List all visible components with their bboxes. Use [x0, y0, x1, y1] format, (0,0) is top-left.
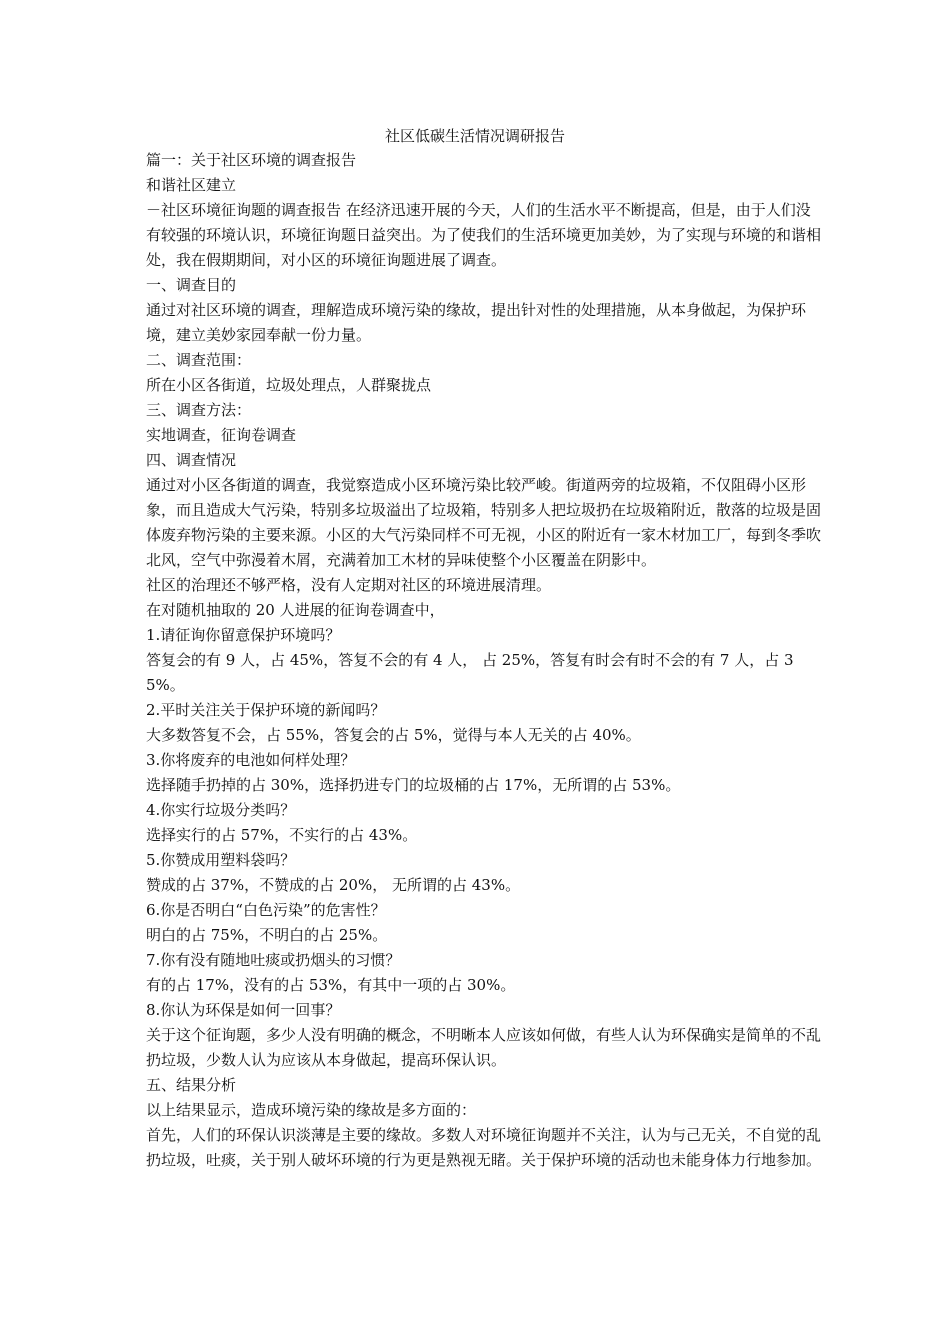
paragraph: 五、结果分析	[146, 1076, 237, 1094]
paragraph: 答复会的有 9 人，占 45%，答复不会的有 4 人， 占 25%，答复有时会有时不会的有 7 人，占 35%。	[146, 651, 794, 694]
paragraph: 1.请征询你留意保护环境吗？	[146, 626, 341, 644]
paragraph: 三、调查方法：	[146, 401, 252, 419]
paragraph: 5.你赞成用塑料袋吗？	[146, 851, 296, 869]
paragraph: 选择实行的占 57%，不实行的占 43%。	[146, 826, 418, 844]
paragraph: 以上结果显示，造成环境污染的缘故是多方面的：	[146, 1101, 477, 1119]
paragraph: 和谐社区建立	[146, 176, 237, 194]
paragraph: 篇一：关于社区环境的调查报告	[146, 151, 357, 169]
paragraph: 一、调查目的	[146, 276, 237, 294]
paragraph: 在对随机抽取的 20 人进展的征询卷调查中，	[146, 601, 445, 619]
paragraph: 大多数答复不会，占 55%，答复会的占 5%，觉得与本人无关的占 40%。	[146, 726, 641, 744]
paragraph: 二、调查范围：	[146, 351, 252, 369]
paragraph: 选择随手扔掉的占 30%，选择扔进专门的垃圾桶的占 17%，无所谓的占 53%。	[146, 776, 681, 794]
paragraph: －社区环境征询题的调查报告 在经济迅速开展的今天，人们的生活水平不断提高，但是，由于人们没有较强的环境认识，环境征询题日益突出。为了使我们的生活环境更加美妙，为了实现与环境的和谐相处，我在假期期间，对小区的环境征询题进展了调查。	[146, 201, 822, 269]
paragraph: 所在小区各街道，垃圾处理点，人群聚拢点	[146, 376, 432, 394]
paragraph: 通过对小区各街道的调查，我觉察造成小区环境污染比较严峻。街道两旁的垃圾箱，不仅阻碍小区形象，而且造成大气污染，特别多垃圾溢出了垃圾箱，特别多人把垃圾扔在垃圾箱附近，散落的垃圾是固体废弃物污染的主要来源。小区的大气污染同样不可无视，小区的附近有一家木材加工厂，每到冬季吹北风，空气中弥漫着木屑，充满着加工木材的异味使整个小区覆盖在阴影中。	[146, 476, 822, 569]
paragraph: 明白的占 75%，不明白的占 25%。	[146, 926, 388, 944]
paragraph: 首先，人们的环保认识淡薄是主要的缘故。多数人对环境征询题并不关注，认为与己无关，不自觉的乱扔垃圾，吐痰，关于别人破坏环境的行为更是熟视无睹。关于保护环境的活动也未能身体力行地参加。	[146, 1126, 822, 1169]
paragraph: 四、调查情况	[146, 451, 237, 469]
paragraph: 8.你认为环保是如何一回事？	[146, 1001, 341, 1019]
paragraph: 实地调查，征询卷调查	[146, 426, 297, 444]
document-title: 社区低碳生活情况调研报告	[384, 127, 565, 145]
document-body	[146, 148, 822, 1173]
paragraph: 赞成的占 37%，不赞成的占 20%， 无所谓的占 43%。	[146, 876, 521, 894]
paragraph: 2.平时关注关于保护环境的新闻吗？	[146, 701, 386, 719]
paragraph: 通过对社区环境的调查，理解造成环境污染的缘故，提出针对性的处理措施，从本身做起，为保护环境，建立美妙家园奉献一份力量。	[146, 301, 807, 344]
paragraph: 社区的治理还不够严格，没有人定期对社区的环境进展清理。	[146, 576, 552, 594]
paragraph: 6.你是否明白“白色污染”的危害性？	[146, 901, 386, 919]
paragraph: 有的占 17%，没有的占 53%，有其中一项的占 30%。	[146, 976, 516, 994]
paragraph: 3.你将废弃的电池如何样处理？	[146, 751, 356, 769]
paragraph: 关于这个征询题，多少人没有明确的概念，不明晰本人应该如何做，有些人认为环保确实是简单的不乱扔垃圾，少数人认为应该从本身做起，提高环保认识。	[146, 1026, 822, 1069]
paragraph: 4.你实行垃圾分类吗？	[146, 801, 296, 819]
paragraph: 7.你有没有随地吐痰或扔烟头的习惯？	[146, 951, 401, 969]
